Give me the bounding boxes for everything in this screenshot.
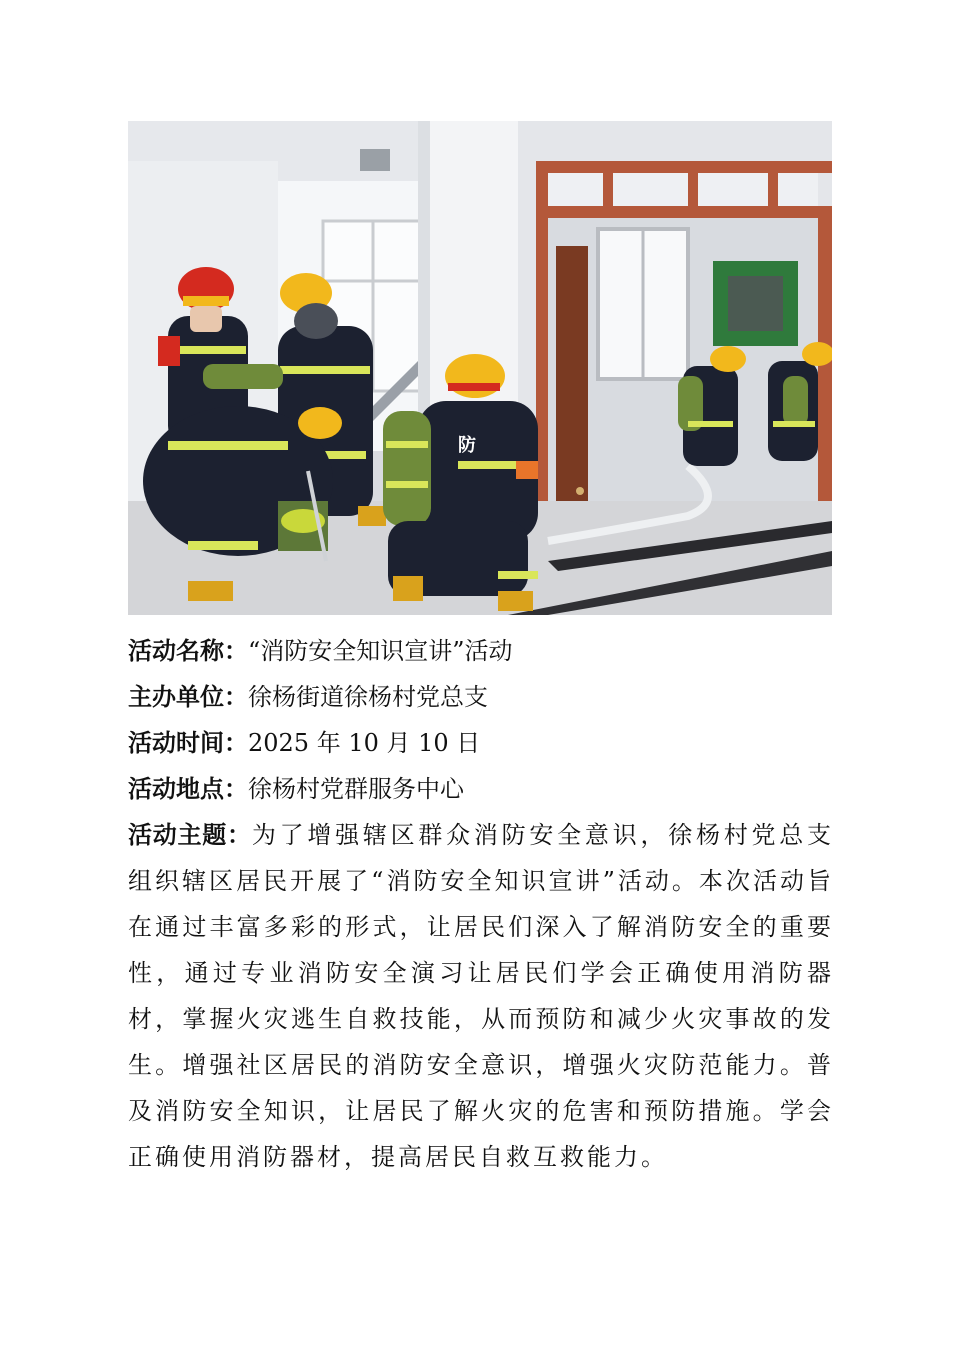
theme-paragraph (128, 812, 834, 1180)
jacket-text: 防 (458, 435, 476, 456)
item-label: 活动地点： (128, 775, 248, 803)
info-row-location (128, 766, 834, 812)
air-cylinder (203, 364, 283, 389)
item-label: 主办单位： (128, 683, 248, 711)
exit-sign (360, 149, 390, 171)
info-row-name (128, 628, 834, 674)
item-value: 徐杨村党群服务中心 (248, 775, 464, 803)
theme-text: 为了增强辖区群众消防安全意识，徐杨村党总支组织辖区居民开展了“消防安全知识宣讲”活动。本次活动旨在通过丰富多彩的形式，让居民们深入了解消防安全的重要性，通过专业消防安全演习让居民们学会正确使用消防器材，掌握火灾逃生自救技能，从而预防和减少火灾事故的发生。增强社区居民的消防安全意识，增强火灾防范能力。普及消防安全知识，让居民了解火灾的危害和预防措施。学会正确使用消防器材，提高居民自救互救能力。 (128, 821, 835, 1171)
theme-label: 活动主题： (128, 821, 252, 849)
item-value: 2025 年 10 月 10 日 (248, 729, 481, 757)
event-info (128, 628, 834, 1180)
event-photo (128, 121, 832, 615)
info-row-organizer (128, 674, 834, 720)
item-label: 活动时间： (128, 729, 248, 757)
item-label: 活动名称： (128, 637, 248, 665)
info-row-time (128, 720, 834, 766)
item-value: 徐杨街道徐杨村党总支 (248, 683, 488, 711)
item-value: “消防安全知识宣讲”活动 (248, 637, 513, 665)
